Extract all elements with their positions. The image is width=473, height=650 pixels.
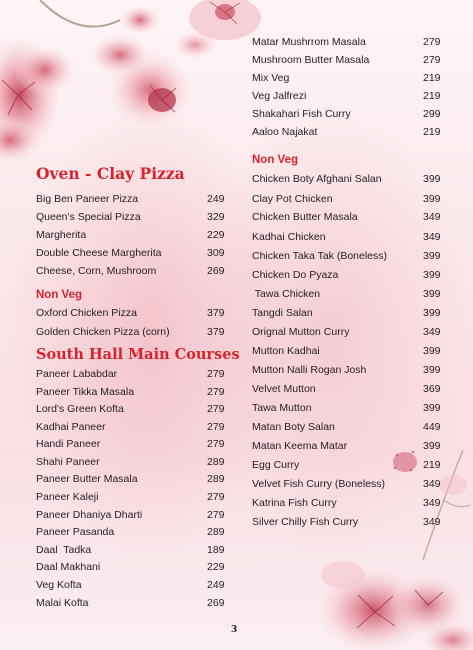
item-name: Chicken Boty Afghani Salan [252, 173, 382, 185]
item-name: Paneer Pasanda [36, 526, 115, 538]
item-price: 219 [423, 90, 441, 102]
item-name: Mix Veg [252, 72, 290, 84]
item-name: Matan Keema Matar [252, 440, 348, 452]
item-price: 399 [423, 173, 441, 185]
item-name: Egg Curry [252, 459, 300, 471]
item-price: 369 [423, 383, 441, 395]
item-price: 279 [207, 509, 225, 521]
item-price: 329 [207, 211, 225, 223]
item-price: 349 [423, 211, 441, 223]
page-number: 3 [231, 625, 238, 635]
item-name: Chicken Taka Tak (Boneless) [252, 250, 388, 262]
item-name: Velvet Mutton [252, 383, 316, 395]
item-name: Shahi Paneer [36, 456, 100, 468]
item-price: 269 [207, 597, 225, 609]
south-hall-main-courses-heading: South Hall Main Courses [36, 346, 240, 363]
item-price: 279 [207, 386, 225, 398]
item-price: 399 [423, 307, 441, 319]
item-name: Handi Paneer [36, 438, 101, 450]
item-price: 289 [207, 526, 225, 538]
item-name: Shakahari Fish Curry [252, 108, 351, 120]
item-price: 399 [423, 402, 441, 414]
left-non-veg-heading: Non Veg [36, 289, 83, 301]
item-price: 219 [423, 72, 441, 84]
item-price: 229 [207, 229, 225, 241]
item-price: 399 [423, 193, 441, 205]
item-price: 279 [207, 421, 225, 433]
item-name: Tawa Chicken [252, 288, 321, 300]
item-name: Katrina Fish Curry [252, 497, 337, 509]
item-name: Matan Boty Salan [252, 421, 335, 433]
item-price: 399 [423, 345, 441, 357]
item-name: Cheese, Corn, Mushroom [36, 265, 157, 277]
item-name: Silver Chilly Fish Curry [252, 516, 359, 528]
item-price: 399 [423, 364, 441, 376]
item-name: Lord's Green Kofta [36, 403, 124, 415]
item-price: 279 [207, 438, 225, 450]
item-name: Double Cheese Margherita [36, 247, 162, 259]
item-price: 349 [423, 326, 441, 338]
item-name: Mutton Kadhai [252, 345, 320, 357]
item-name: Chicken Do Pyaza [252, 269, 339, 281]
item-price: 219 [423, 126, 441, 138]
item-name: Malai Kofta [36, 597, 89, 609]
item-price: 289 [207, 456, 225, 468]
item-name: Chicken Butter Masala [252, 211, 358, 223]
item-price: 349 [423, 516, 441, 528]
item-price: 379 [207, 307, 225, 319]
item-price: 299 [423, 108, 441, 120]
item-price: 249 [207, 193, 225, 205]
item-name: Golden Chicken Pizza (corn) [36, 326, 170, 338]
item-name: Daal Makhani [36, 561, 101, 573]
item-name: Aaloo Najakat [252, 126, 318, 138]
item-name: Orignal Mutton Curry [252, 326, 350, 338]
item-name: Veg Jalfrezi [252, 90, 307, 102]
item-name: Mutton Nalli Rogan Josh [252, 364, 367, 376]
item-name: Daal Tadka [36, 544, 92, 556]
item-name: Paneer Kaleji [36, 491, 99, 503]
item-price: 279 [207, 368, 225, 380]
item-name: Paneer Lababdar [36, 368, 118, 380]
item-price: 399 [423, 288, 441, 300]
item-price: 309 [207, 247, 225, 259]
item-name: Queen's Special Pizza [36, 211, 141, 223]
item-name: Oxford Chicken Pizza [36, 307, 137, 319]
item-name: Tawa Mutton [252, 402, 312, 414]
item-name: Kadhai Paneer [36, 421, 106, 433]
item-name: Kadhai Chicken [252, 231, 326, 243]
item-name: Paneer Dhaniya Dharti [36, 509, 143, 521]
item-price: 279 [423, 54, 441, 66]
item-name: Clay Pot Chicken [252, 193, 333, 205]
item-price: 399 [423, 250, 441, 262]
item-price: 279 [423, 36, 441, 48]
item-price: 399 [423, 440, 441, 452]
item-name: Mushroom Butter Masala [252, 54, 370, 66]
item-name: Paneer Tikka Masala [36, 386, 135, 398]
right-non-veg-heading: Non Veg [252, 154, 299, 166]
item-name: Tangdi Salan [252, 307, 313, 319]
item-price: 279 [207, 403, 225, 415]
item-name: Velvet Fish Curry (Boneless) [252, 478, 386, 490]
item-name: Matar Mushrrom Masala [252, 36, 366, 48]
item-price: 249 [207, 579, 225, 591]
item-price: 399 [423, 269, 441, 281]
item-price: 349 [423, 478, 441, 490]
bottom-right-blossom-illustration [313, 550, 473, 650]
item-price: 379 [207, 326, 225, 338]
item-price: 229 [207, 561, 225, 573]
item-name: Margherita [36, 229, 87, 241]
item-price: 269 [207, 265, 225, 277]
item-price: 349 [423, 497, 441, 509]
oven-clay-pizza-heading: Oven - Clay Pizza [36, 164, 185, 183]
item-price: 449 [423, 421, 441, 433]
item-name: Big Ben Paneer Pizza [36, 193, 139, 205]
item-name: Paneer Butter Masala [36, 473, 138, 485]
item-price: 279 [207, 491, 225, 503]
item-name: Veg Kofta [36, 579, 82, 591]
item-price: 219 [423, 459, 441, 471]
item-price: 289 [207, 473, 225, 485]
item-price: 349 [423, 231, 441, 243]
item-price: 189 [207, 544, 225, 556]
